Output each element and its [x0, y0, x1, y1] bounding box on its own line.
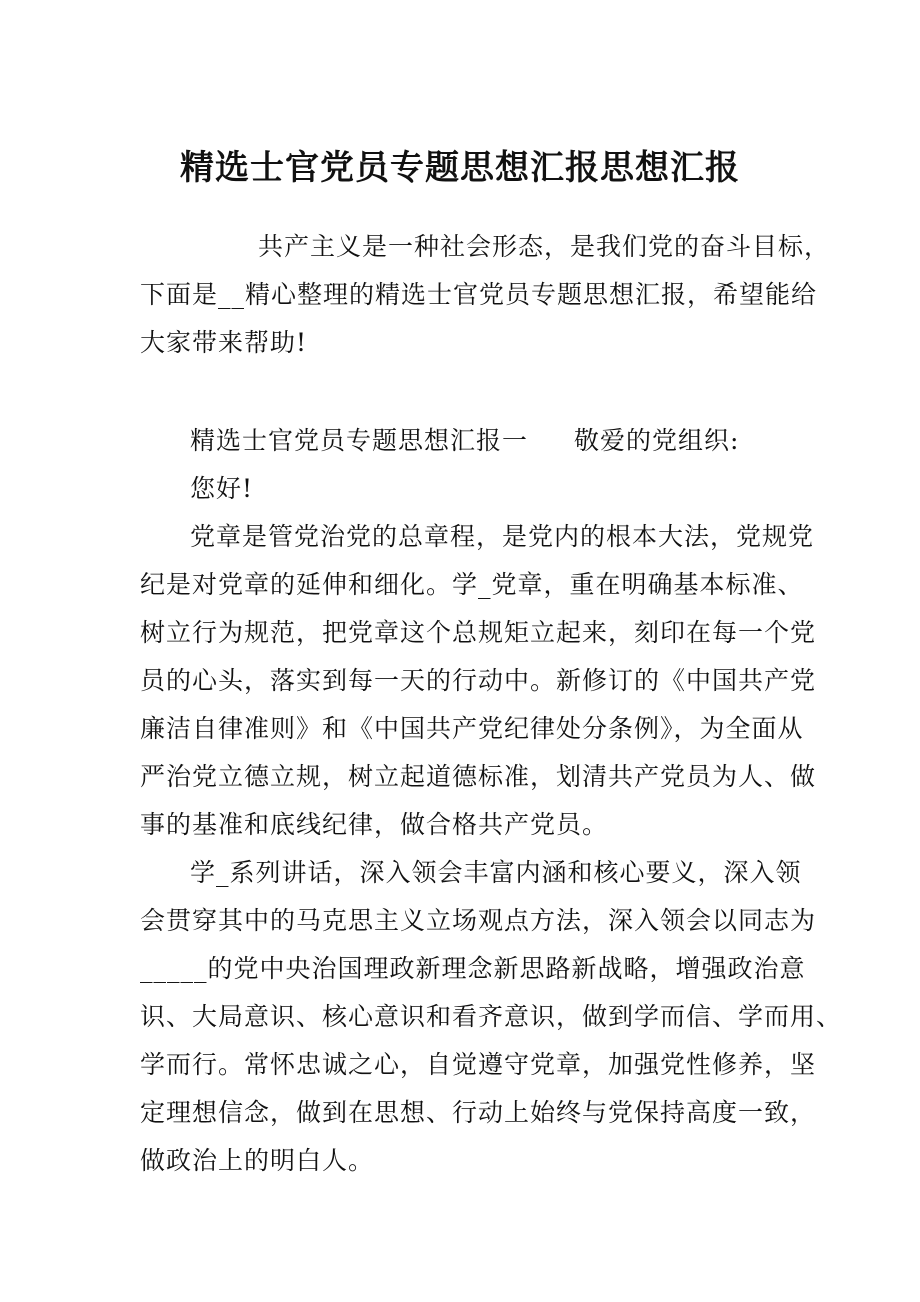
- paragraph-line: 员的心头，落实到每一天的行动中。新修订的《中国共产党: [140, 666, 817, 695]
- paragraph-line: 事的基准和底线纪律，做合格共产党员。: [140, 810, 609, 839]
- intro-line: 共产主义是一种社会形态，是我们党的奋斗目标，: [258, 232, 831, 261]
- greeting: 您好!: [190, 474, 254, 503]
- intro-line: 大家带来帮助!: [140, 328, 308, 357]
- paragraph-line: 学_系列讲话，深入领会丰富内涵和核心要义，深入领: [190, 858, 802, 887]
- section-heading-line: [190, 426, 739, 456]
- paragraph-line: 纪是对党章的延伸和细化。学_党章，重在明确基本标准、: [140, 570, 804, 599]
- salutation: 敬爱的党组织:: [574, 426, 740, 455]
- paragraph-line: 识、大局意识、核心意识和看齐意识，做到学而信、学而用、: [140, 1002, 843, 1031]
- paragraph-line: 做政治上的明白人。: [140, 1146, 375, 1175]
- paragraph-line: 学而行。常怀忠诚之心，自觉遵守党章，加强党性修养，坚: [140, 1050, 817, 1079]
- paragraph-line: 树立行为规范，把党章这个总规矩立起来，刻印在每一个党: [140, 618, 817, 647]
- document-title: 精选士官党员专题思想汇报思想汇报: [180, 148, 740, 188]
- intro-line: 下面是__精心整理的精选士官党员专题思想汇报，希望能给: [140, 280, 818, 309]
- paragraph-line: 严治党立德立规，树立起道德标准，划清共产党员为人、做: [140, 762, 817, 791]
- paragraph-line: _____的党中央治国理政新理念新思路新战略，增强政治意: [140, 954, 806, 983]
- paragraph-line: 定理想信念，做到在思想、行动上始终与党保持高度一致，: [140, 1098, 817, 1127]
- paragraph-line: 会贯穿其中的马克思主义立场观点方法，深入领会以同志为: [140, 906, 817, 935]
- paragraph-line: 廉洁自律准则》和《中国共产党纪律处分条例》，为全面从: [140, 714, 804, 743]
- section-heading: 精选士官党员专题思想汇报一: [190, 426, 529, 455]
- paragraph-line: 党章是管党治党的总章程，是党内的根本大法，党规党: [190, 522, 815, 551]
